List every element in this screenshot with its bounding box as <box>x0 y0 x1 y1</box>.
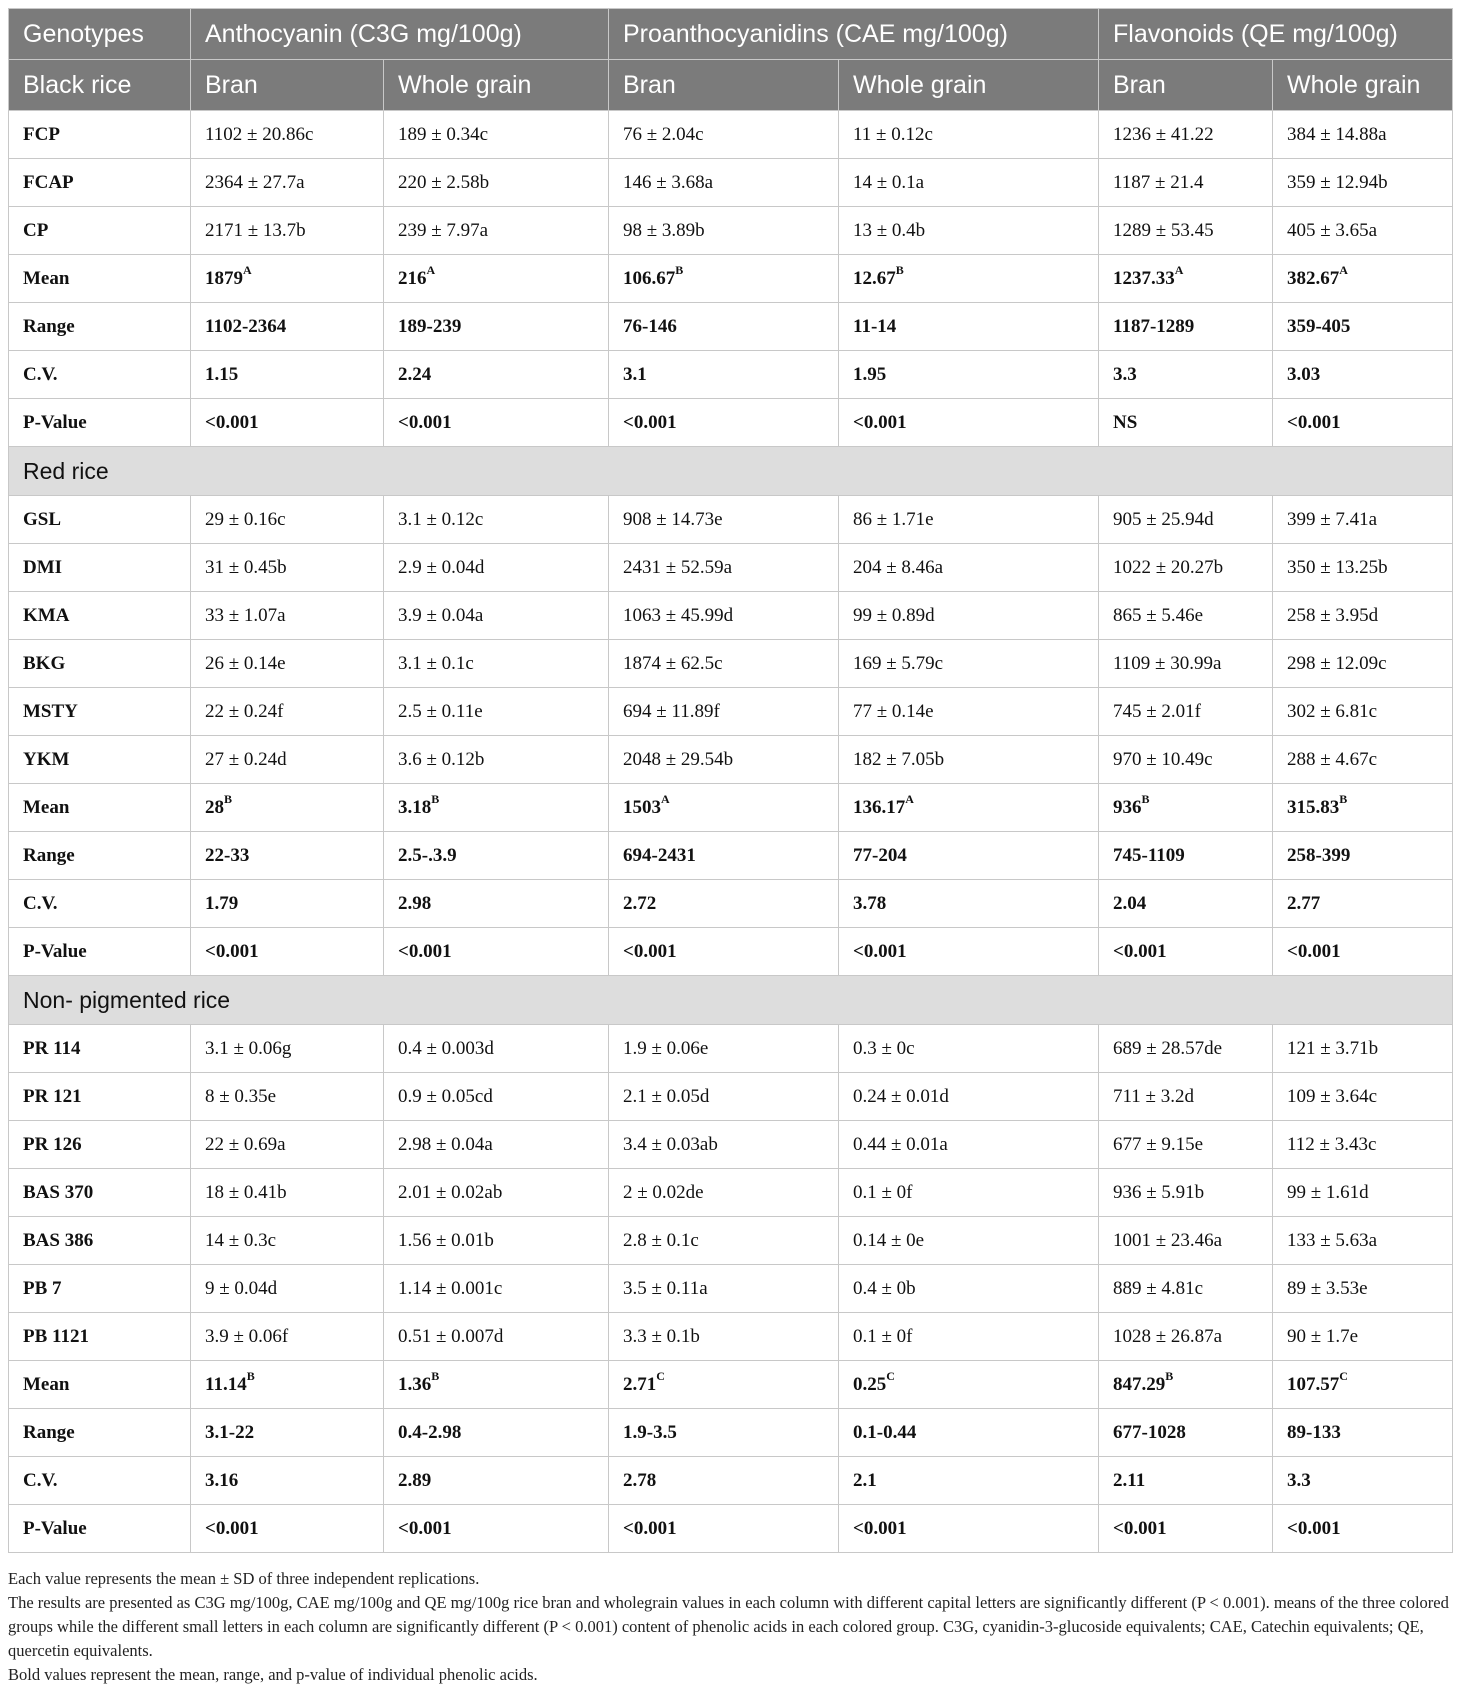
table-cell: <0.001 <box>1273 928 1453 976</box>
row-label: DMI <box>9 544 191 592</box>
significance-letter: A <box>661 792 670 807</box>
table-cell: 3.3 <box>1099 351 1273 399</box>
mean-cell <box>384 255 609 303</box>
table-cell: 133 ± 5.63a <box>1273 1217 1453 1265</box>
header-black-rice: Black rice <box>9 60 191 111</box>
table-cell: 677-1028 <box>1099 1409 1273 1457</box>
table-cell: <0.001 <box>609 928 839 976</box>
cv-row <box>9 1457 1453 1505</box>
table-cell: 1.79 <box>191 880 384 928</box>
table-cell: 189 ± 0.34c <box>384 111 609 159</box>
table-cell: 2.77 <box>1273 880 1453 928</box>
significance-letter: B <box>1141 792 1150 807</box>
mean-value: 216 <box>398 267 427 289</box>
table-row <box>9 736 1453 784</box>
table-cell: 399 ± 7.41a <box>1273 496 1453 544</box>
table-cell: 1236 ± 41.22 <box>1099 111 1273 159</box>
table-cell: 31 ± 0.45b <box>191 544 384 592</box>
row-label: PB 1121 <box>9 1313 191 1361</box>
table-cell: 86 ± 1.71e <box>839 496 1099 544</box>
table-cell: 908 ± 14.73e <box>609 496 839 544</box>
table-cell: 76 ± 2.04c <box>609 111 839 159</box>
mean-cell <box>384 784 609 832</box>
table-cell: 1109 ± 30.99a <box>1099 640 1273 688</box>
table-cell: 0.44 ± 0.01a <box>839 1121 1099 1169</box>
table-cell: 1187-1289 <box>1099 303 1273 351</box>
table-cell: 121 ± 3.71b <box>1273 1025 1453 1073</box>
table-row <box>9 1169 1453 1217</box>
header-whole-grain: Whole grain <box>1273 60 1453 111</box>
table-cell: 0.14 ± 0e <box>839 1217 1099 1265</box>
row-label: Mean <box>9 784 191 832</box>
table-cell: 3.4 ± 0.03ab <box>609 1121 839 1169</box>
table-cell: 689 ± 28.57de <box>1099 1025 1273 1073</box>
table-cell: 99 ± 1.61d <box>1273 1169 1453 1217</box>
row-label: FCAP <box>9 159 191 207</box>
table-cell: 77 ± 0.14e <box>839 688 1099 736</box>
table-cell: <0.001 <box>839 399 1099 447</box>
significance-letter: B <box>1339 792 1348 807</box>
significance-letter: C <box>886 1369 895 1384</box>
table-cell: 384 ± 14.88a <box>1273 111 1453 159</box>
significance-letter: B <box>431 1369 440 1384</box>
table-cell: 3.1-22 <box>191 1409 384 1457</box>
table-cell: 3.9 ± 0.04a <box>384 592 609 640</box>
table-cell: 0.1-0.44 <box>839 1409 1099 1457</box>
table-cell: 3.1 ± 0.12c <box>384 496 609 544</box>
p-value-row <box>9 399 1453 447</box>
table-cell: 2.98 ± 0.04a <box>384 1121 609 1169</box>
table-cell: 405 ± 3.65a <box>1273 207 1453 255</box>
table-cell: 8 ± 0.35e <box>191 1073 384 1121</box>
table-cell: 2.04 <box>1099 880 1273 928</box>
table-cell: 2.1 ± 0.05d <box>609 1073 839 1121</box>
phenolic-content-table <box>8 8 1453 1553</box>
table-cell: 711 ± 3.2d <box>1099 1073 1273 1121</box>
p-value-row <box>9 928 1453 976</box>
row-label: PB 7 <box>9 1265 191 1313</box>
table-cell: 2.24 <box>384 351 609 399</box>
table-cell: 3.5 ± 0.11a <box>609 1265 839 1313</box>
table-cell: 3.3 <box>1273 1457 1453 1505</box>
table-cell: 3.78 <box>839 880 1099 928</box>
table-cell: 3.3 ± 0.1b <box>609 1313 839 1361</box>
table-cell: 1.9-3.5 <box>609 1409 839 1457</box>
table-cell: 2.1 <box>839 1457 1099 1505</box>
table-cell: 239 ± 7.97a <box>384 207 609 255</box>
table-cell: 204 ± 8.46a <box>839 544 1099 592</box>
table-cell: 1.95 <box>839 351 1099 399</box>
table-cell: 146 ± 3.68a <box>609 159 839 207</box>
mean-cell <box>384 1361 609 1409</box>
table-cell: <0.001 <box>384 1505 609 1553</box>
row-label: KMA <box>9 592 191 640</box>
significance-letter: A <box>1174 263 1184 278</box>
header-bran: Bran <box>609 60 839 111</box>
row-label: PR 126 <box>9 1121 191 1169</box>
mean-cell <box>1099 784 1273 832</box>
table-row <box>9 1025 1453 1073</box>
table-cell: 2 ± 0.02de <box>609 1169 839 1217</box>
mean-cell <box>609 1361 839 1409</box>
table-cell: 2.5-.3.9 <box>384 832 609 880</box>
table-cell: 1028 ± 26.87a <box>1099 1313 1273 1361</box>
table-cell: 2.72 <box>609 880 839 928</box>
mean-cell <box>1099 1361 1273 1409</box>
footnote: Bold values represent the mean, range, and p-value of individual phenolic acids. <box>8 1665 538 1684</box>
mean-value: 11.14 <box>205 1373 247 1395</box>
table-cell: 11 ± 0.12c <box>839 111 1099 159</box>
table-cell: 2.89 <box>384 1457 609 1505</box>
table-cell: 745-1109 <box>1099 832 1273 880</box>
range-row <box>9 832 1453 880</box>
table-cell: 112 ± 3.43c <box>1273 1121 1453 1169</box>
table-cell: 2.78 <box>609 1457 839 1505</box>
table-cell: 1874 ± 62.5c <box>609 640 839 688</box>
header-row-2 <box>9 60 1453 111</box>
mean-value: 1237.33 <box>1113 267 1175 289</box>
significance-letter: B <box>224 792 233 807</box>
table-cell: 745 ± 2.01f <box>1099 688 1273 736</box>
table-cell: 865 ± 5.46e <box>1099 592 1273 640</box>
footnote: The results are presented as C3G mg/100g, CAE mg/100g and QE mg/100g rice bran and wholegrain values in each column with different capital letters are significantly different (P < 0.001). means of the three colored groups while the different small letters in each column are significantly different (P < 0.001) content of phenolic acids in each colored group. C3G, cyanidin-3-glucoside equivalents; CAE, Catechin equivalents; QE, quercetin equivalents. <box>8 1593 1449 1660</box>
table-cell: <0.001 <box>1099 1505 1273 1553</box>
header-anthocyanin: Anthocyanin (C3G mg/100g) <box>191 9 609 60</box>
table-cell: 302 ± 6.81c <box>1273 688 1453 736</box>
table-cell: <0.001 <box>384 399 609 447</box>
mean-value: 3.18 <box>398 796 432 818</box>
table-cell: 970 ± 10.49c <box>1099 736 1273 784</box>
group-header-row <box>9 976 1453 1025</box>
mean-value: 12.67 <box>853 267 896 289</box>
mean-value: 936 <box>1113 796 1142 818</box>
table-cell: 3.1 <box>609 351 839 399</box>
mean-value: 2.71 <box>623 1373 657 1395</box>
header-proanthocyanidins: Proanthocyanidins (CAE mg/100g) <box>609 9 1099 60</box>
row-label: C.V. <box>9 1457 191 1505</box>
table-cell: 1102-2364 <box>191 303 384 351</box>
table-row <box>9 688 1453 736</box>
table-cell: 189-239 <box>384 303 609 351</box>
significance-letter: A <box>905 792 914 807</box>
row-label: BAS 386 <box>9 1217 191 1265</box>
row-label: C.V. <box>9 880 191 928</box>
table-cell: 694 ± 11.89f <box>609 688 839 736</box>
table-cell: 0.4 ± 0.003d <box>384 1025 609 1073</box>
mean-value: 1503 <box>623 796 661 818</box>
table-cell: 3.1 ± 0.06g <box>191 1025 384 1073</box>
table-cell: 22 ± 0.69a <box>191 1121 384 1169</box>
row-label: YKM <box>9 736 191 784</box>
group-title: Non- pigmented rice <box>9 976 1453 1025</box>
table-row <box>9 1265 1453 1313</box>
mean-cell <box>609 255 839 303</box>
row-label: BAS 370 <box>9 1169 191 1217</box>
table-cell: 350 ± 13.25b <box>1273 544 1453 592</box>
table-cell: 77-204 <box>839 832 1099 880</box>
table-cell: 677 ± 9.15e <box>1099 1121 1273 1169</box>
mean-cell <box>839 1361 1099 1409</box>
table-cell: 288 ± 4.67c <box>1273 736 1453 784</box>
significance-letter: A <box>1339 263 1348 278</box>
row-label: BKG <box>9 640 191 688</box>
mean-row <box>9 784 1453 832</box>
table-cell: 220 ± 2.58b <box>384 159 609 207</box>
table-header <box>9 9 1453 111</box>
table-cell: 1063 ± 45.99d <box>609 592 839 640</box>
row-label: Range <box>9 832 191 880</box>
table-cell: 169 ± 5.79c <box>839 640 1099 688</box>
table-row <box>9 1217 1453 1265</box>
mean-value: 1879 <box>205 267 243 289</box>
table-cell: <0.001 <box>839 928 1099 976</box>
table-cell: 0.24 ± 0.01d <box>839 1073 1099 1121</box>
table-cell: 99 ± 0.89d <box>839 592 1099 640</box>
row-label: FCP <box>9 111 191 159</box>
table-cell: <0.001 <box>1273 1505 1453 1553</box>
table-cell: 109 ± 3.64c <box>1273 1073 1453 1121</box>
table-cell: <0.001 <box>609 399 839 447</box>
header-row-1 <box>9 9 1453 60</box>
table-cell: 1187 ± 21.4 <box>1099 159 1273 207</box>
table-cell: 9 ± 0.04d <box>191 1265 384 1313</box>
table-cell: 22 ± 0.24f <box>191 688 384 736</box>
table-cell: <0.001 <box>1273 399 1453 447</box>
table-cell: 2431 ± 52.59a <box>609 544 839 592</box>
significance-letter: B <box>246 1369 255 1384</box>
significance-letter: B <box>895 263 904 278</box>
significance-letter: B <box>431 792 440 807</box>
mean-row <box>9 255 1453 303</box>
table-cell: 2.11 <box>1099 1457 1273 1505</box>
table-cell: 0.4-2.98 <box>384 1409 609 1457</box>
table-row <box>9 544 1453 592</box>
mean-cell <box>1273 784 1453 832</box>
range-row <box>9 1409 1453 1457</box>
row-label: C.V. <box>9 351 191 399</box>
table-cell: 3.6 ± 0.12b <box>384 736 609 784</box>
table-cell: 1.14 ± 0.001c <box>384 1265 609 1313</box>
mean-value: 136.17 <box>853 796 906 818</box>
table-row <box>9 496 1453 544</box>
table-cell: 2.9 ± 0.04d <box>384 544 609 592</box>
table-cell: 27 ± 0.24d <box>191 736 384 784</box>
group-header-row <box>9 447 1453 496</box>
significance-letter: C <box>1339 1369 1348 1384</box>
table-cell: <0.001 <box>191 399 384 447</box>
table-cell: 22-33 <box>191 832 384 880</box>
table-cell: 3.1 ± 0.1c <box>384 640 609 688</box>
p-value-row <box>9 1505 1453 1553</box>
row-label: MSTY <box>9 688 191 736</box>
mean-cell <box>1099 255 1273 303</box>
table-cell: 1.9 ± 0.06e <box>609 1025 839 1073</box>
row-label: P-Value <box>9 399 191 447</box>
table-cell: 29 ± 0.16c <box>191 496 384 544</box>
row-label: GSL <box>9 496 191 544</box>
table-cell: 3.03 <box>1273 351 1453 399</box>
table-cell: 182 ± 7.05b <box>839 736 1099 784</box>
table-cell: 33 ± 1.07a <box>191 592 384 640</box>
row-label: Range <box>9 303 191 351</box>
table-cell: <0.001 <box>384 928 609 976</box>
row-label: P-Value <box>9 1505 191 1553</box>
table-cell: 2.01 ± 0.02ab <box>384 1169 609 1217</box>
group-title: Red rice <box>9 447 1453 496</box>
table-cell: NS <box>1099 399 1273 447</box>
table-cell: <0.001 <box>1099 928 1273 976</box>
table-cell: <0.001 <box>191 1505 384 1553</box>
table-cell: 1.15 <box>191 351 384 399</box>
header-whole-grain: Whole grain <box>839 60 1099 111</box>
table-cell: 90 ± 1.7e <box>1273 1313 1453 1361</box>
significance-letter: A <box>243 263 252 278</box>
mean-cell <box>191 1361 384 1409</box>
table-cell: 0.1 ± 0f <box>839 1169 1099 1217</box>
mean-cell <box>839 255 1099 303</box>
significance-letter: B <box>675 263 684 278</box>
table-row <box>9 640 1453 688</box>
table-cell: 936 ± 5.91b <box>1099 1169 1273 1217</box>
mean-cell <box>1273 1361 1453 1409</box>
table-container <box>8 8 1452 1687</box>
table-cell: 14 ± 0.1a <box>839 159 1099 207</box>
footnote: Each value represents the mean ± SD of three independent replications. <box>8 1569 480 1588</box>
header-bran: Bran <box>191 60 384 111</box>
significance-letter: C <box>656 1369 665 1384</box>
mean-value: 107.57 <box>1287 1373 1340 1395</box>
table-row <box>9 159 1453 207</box>
mean-value: 1.36 <box>398 1373 432 1395</box>
table-cell: 2.5 ± 0.11e <box>384 688 609 736</box>
table-cell: <0.001 <box>609 1505 839 1553</box>
row-label: CP <box>9 207 191 255</box>
table-cell: 298 ± 12.09c <box>1273 640 1453 688</box>
table-cell: 98 ± 3.89b <box>609 207 839 255</box>
table-cell: 3.9 ± 0.06f <box>191 1313 384 1361</box>
table-cell: 0.51 ± 0.007d <box>384 1313 609 1361</box>
table-cell: 0.4 ± 0b <box>839 1265 1099 1313</box>
header-whole-grain: Whole grain <box>384 60 609 111</box>
mean-cell <box>191 784 384 832</box>
table-cell: 2048 ± 29.54b <box>609 736 839 784</box>
cv-row <box>9 880 1453 928</box>
header-genotypes: Genotypes <box>9 9 191 60</box>
table-row <box>9 1121 1453 1169</box>
table-cell: 889 ± 4.81c <box>1099 1265 1273 1313</box>
header-flavonoids: Flavonoids (QE mg/100g) <box>1099 9 1453 60</box>
table-cell: 2171 ± 13.7b <box>191 207 384 255</box>
table-cell: 2.98 <box>384 880 609 928</box>
significance-letter: A <box>426 263 436 278</box>
table-cell: 26 ± 0.14e <box>191 640 384 688</box>
table-cell: 1.56 ± 0.01b <box>384 1217 609 1265</box>
mean-row <box>9 1361 1453 1409</box>
table-cell: 1001 ± 23.46a <box>1099 1217 1273 1265</box>
row-label: P-Value <box>9 928 191 976</box>
table-cell: 2.8 ± 0.1c <box>609 1217 839 1265</box>
mean-value: 382.67 <box>1287 267 1340 289</box>
mean-cell <box>609 784 839 832</box>
row-label: Range <box>9 1409 191 1457</box>
table-cell: 14 ± 0.3c <box>191 1217 384 1265</box>
mean-cell <box>839 784 1099 832</box>
table-cell: 1289 ± 53.45 <box>1099 207 1273 255</box>
table-cell: 0.3 ± 0c <box>839 1025 1099 1073</box>
table-cell: 1022 ± 20.27b <box>1099 544 1273 592</box>
mean-value: 28 <box>205 796 224 818</box>
table-cell: 258 ± 3.95d <box>1273 592 1453 640</box>
row-label: PR 121 <box>9 1073 191 1121</box>
table-cell: 13 ± 0.4b <box>839 207 1099 255</box>
table-cell: 0.9 ± 0.05cd <box>384 1073 609 1121</box>
table-cell: 2364 ± 27.7a <box>191 159 384 207</box>
cv-row <box>9 351 1453 399</box>
range-row <box>9 303 1453 351</box>
mean-value: 847.29 <box>1113 1373 1166 1395</box>
mean-cell <box>191 255 384 303</box>
row-label: Mean <box>9 255 191 303</box>
table-row <box>9 592 1453 640</box>
table-row <box>9 1073 1453 1121</box>
table-cell: 0.1 ± 0f <box>839 1313 1099 1361</box>
mean-cell <box>1273 255 1453 303</box>
table-cell: 76-146 <box>609 303 839 351</box>
row-label: PR 114 <box>9 1025 191 1073</box>
table-cell: <0.001 <box>839 1505 1099 1553</box>
table-cell: 1102 ± 20.86c <box>191 111 384 159</box>
table-cell: 89 ± 3.53e <box>1273 1265 1453 1313</box>
mean-value: 106.67 <box>623 267 676 289</box>
table-cell: 258-399 <box>1273 832 1453 880</box>
table-cell: 89-133 <box>1273 1409 1453 1457</box>
table-row <box>9 1313 1453 1361</box>
table-cell: 3.16 <box>191 1457 384 1505</box>
table-row <box>9 111 1453 159</box>
table-cell: 694-2431 <box>609 832 839 880</box>
table-cell: 11-14 <box>839 303 1099 351</box>
table-cell: 905 ± 25.94d <box>1099 496 1273 544</box>
table-cell: 359 ± 12.94b <box>1273 159 1453 207</box>
header-bran: Bran <box>1099 60 1273 111</box>
table-cell: 359-405 <box>1273 303 1453 351</box>
mean-value: 0.25 <box>853 1373 887 1395</box>
significance-letter: B <box>1165 1369 1174 1384</box>
table-cell: 18 ± 0.41b <box>191 1169 384 1217</box>
table-row <box>9 207 1453 255</box>
mean-value: 315.83 <box>1287 796 1340 818</box>
row-label: Mean <box>9 1361 191 1409</box>
table-body <box>9 111 1453 1553</box>
table-cell: <0.001 <box>191 928 384 976</box>
table-footnotes <box>8 1567 1452 1687</box>
